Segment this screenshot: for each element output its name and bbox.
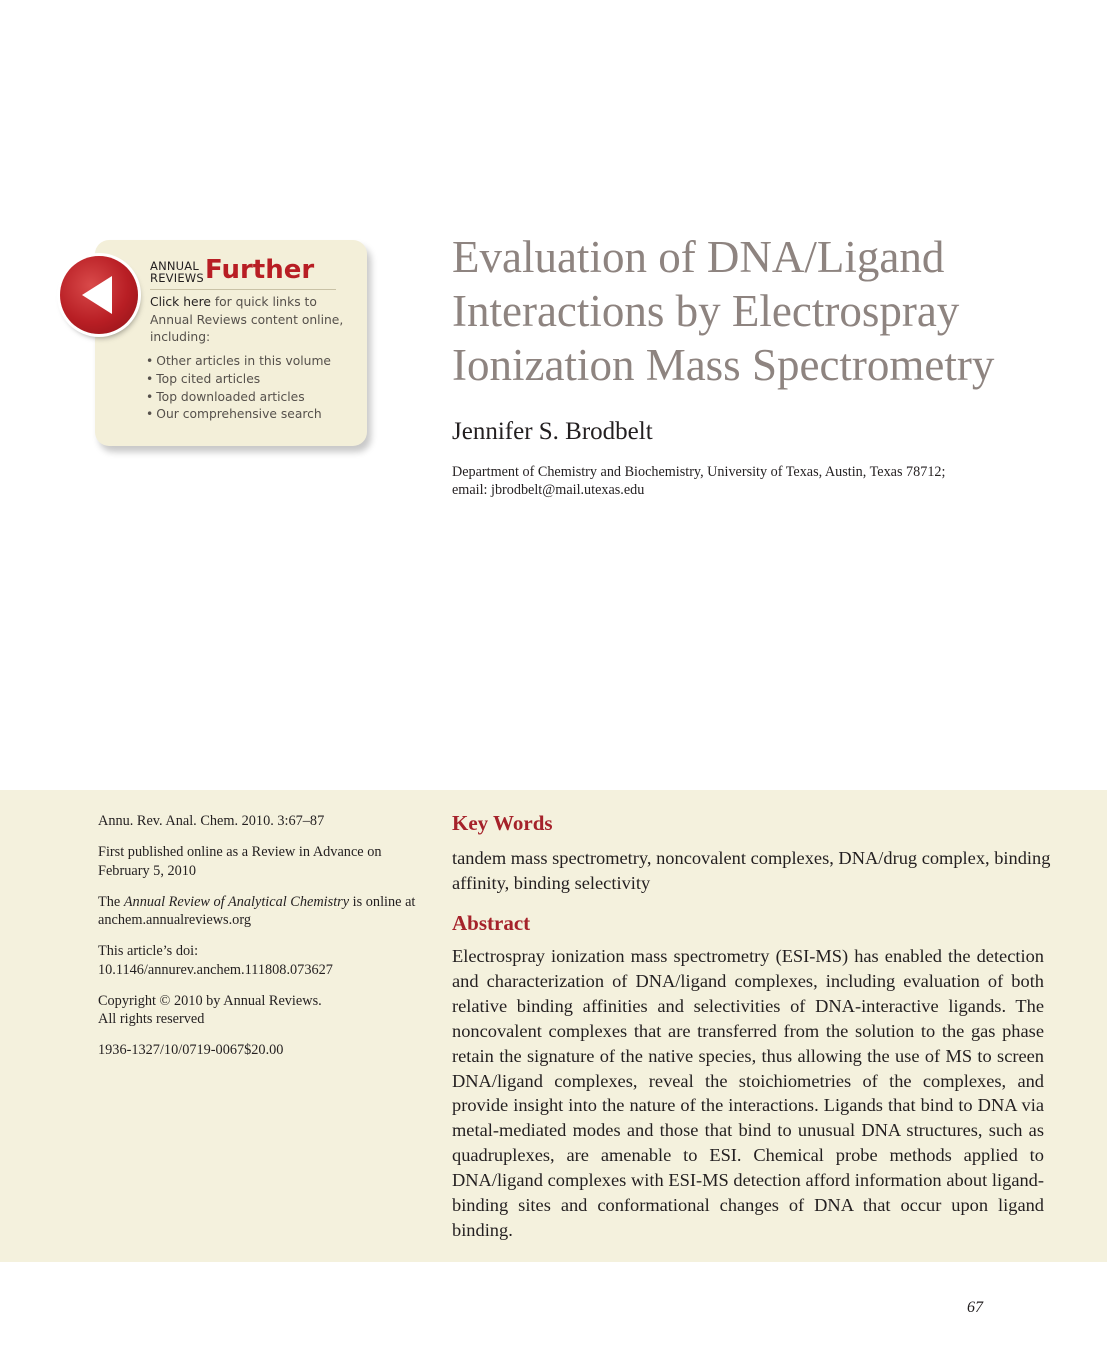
further-list-item: • Other articles in this volume bbox=[146, 353, 331, 371]
rights: All rights reserved bbox=[98, 1011, 205, 1027]
page-number: 67 bbox=[967, 1299, 983, 1316]
citation: Annu. Rev. Anal. Chem. 2010. 3:67–87 bbox=[98, 813, 325, 829]
keywords-text: tandem mass spectrometry, noncovalent complexes, DNA/drug complex, binding affinity, binding selectivity bbox=[452, 848, 1051, 893]
brand-line-2: REVIEWS bbox=[150, 271, 204, 285]
further-divider bbox=[150, 289, 336, 290]
further-link-button[interactable] bbox=[60, 256, 138, 334]
online-prefix: The bbox=[98, 893, 124, 910]
annual-reviews-logo bbox=[150, 260, 204, 284]
online-suffix: is online at anchem.annualreviews.org bbox=[98, 893, 416, 928]
copyright-info bbox=[98, 992, 418, 1029]
issn: 1936-1327/10/0719-0067$20.00 bbox=[98, 1042, 284, 1058]
doi-label: This article’s doi: bbox=[98, 943, 199, 959]
further-list bbox=[146, 353, 331, 424]
affiliation-line: Department of Chemistry and Biochemistry, University of Texas, Austin, Texas 78712; bbox=[452, 464, 946, 480]
article-meta bbox=[98, 812, 418, 1072]
abstract-heading: Abstract bbox=[452, 911, 531, 935]
brand-line-1: ANNUAL bbox=[150, 259, 199, 273]
author-affiliation bbox=[452, 463, 1052, 499]
doi-info bbox=[98, 942, 418, 979]
copyright: Copyright © 2010 by Annual Reviews. bbox=[98, 992, 322, 1009]
online-info bbox=[98, 893, 418, 930]
keywords-heading: Key Words bbox=[452, 811, 553, 835]
further-description bbox=[150, 294, 355, 347]
doi-value: 10.1146/annurev.anchem.111808.073627 bbox=[98, 961, 333, 978]
further-heading: Further bbox=[205, 255, 315, 285]
left-arrow-icon bbox=[60, 256, 138, 334]
journal-name: Annual Review of Analytical Chemistry bbox=[123, 893, 350, 910]
further-description-text: for quick links to Annual Reviews content online, including: bbox=[150, 295, 344, 344]
author-email: email: jbrodbelt@mail.utexas.edu bbox=[452, 482, 645, 498]
abstract-text: Electrospray ionization mass spectrometry (ESI-MS) has enabled the detection and characterization of DNA/ligand complexes, including evaluation of both relative binding affinities and selectivities of DNA-interactive ligands. The noncovalent complexes that are transferred from the solution to the gas phase retain the signature of the native species, thus allowing the use of MS to screen DNA/ligand complexes, reveal the stoichiometries of the complexes, and provide insight into the nature of the interactions. Ligands that bind to DNA via metal-mediated modes and those that bind to unusual DNA structures, such as quadruplexes, are amenable to ESI. Chemical probe methods applied to DNA/ligand complexes with ESI-MS detection afford information about ligand-binding sites and conformational changes of DNA that occur upon ligand binding. bbox=[452, 946, 1044, 1240]
further-list-item: • Top cited articles bbox=[146, 371, 331, 389]
further-list-item: • Our comprehensive search bbox=[146, 406, 331, 424]
click-here-link[interactable]: Click here bbox=[150, 295, 211, 309]
author-name: Jennifer S. Brodbelt bbox=[452, 418, 653, 445]
article-title: Evaluation of DNA/Ligand Interactions by Electrospray Ionization Mass Spectrometry bbox=[452, 232, 995, 390]
first-published: First published online as a Review in Advance on February 5, 2010 bbox=[98, 844, 382, 879]
further-list-item: • Top downloaded articles bbox=[146, 389, 331, 407]
